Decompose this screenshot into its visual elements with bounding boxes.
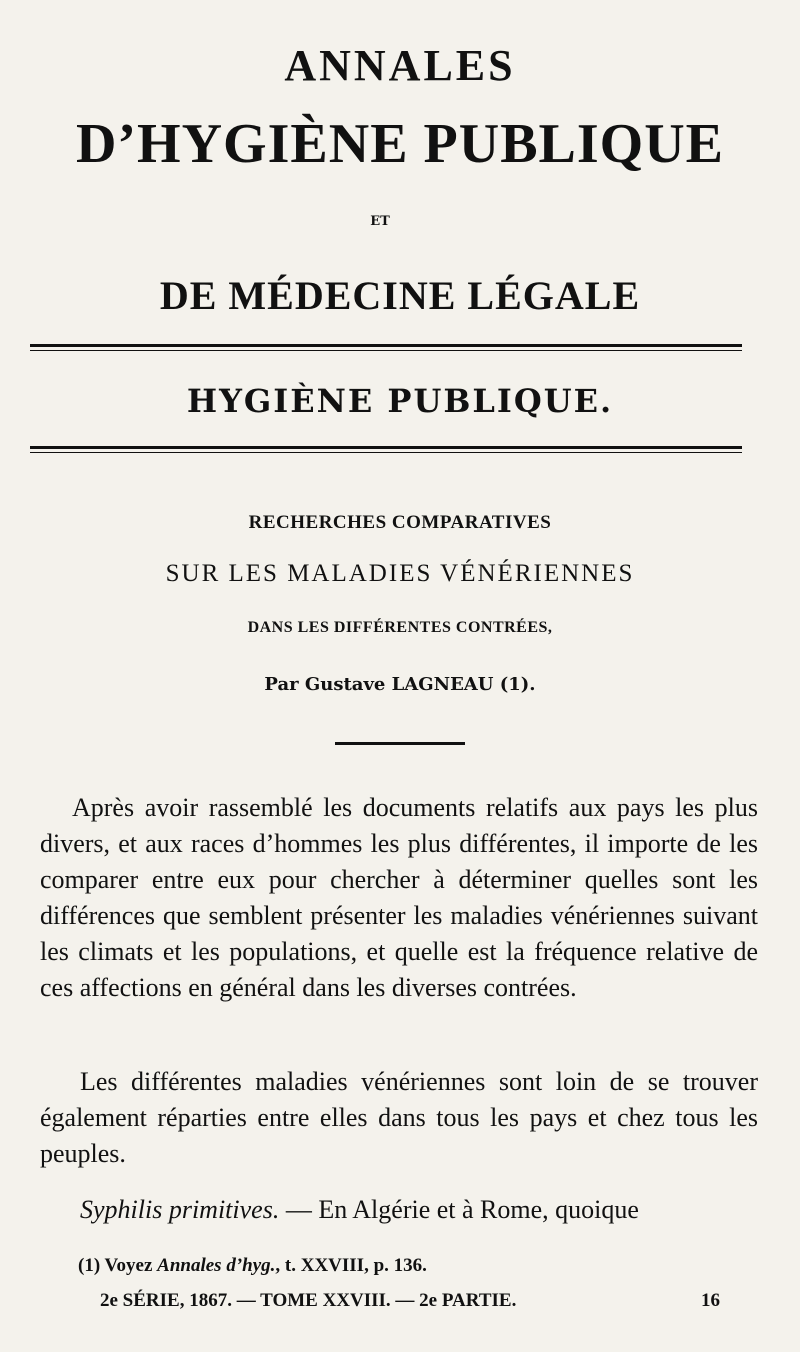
double-rule-bottom — [30, 446, 742, 453]
article-title-line1: RECHERCHES COMPARATIVES — [248, 512, 552, 533]
paragraph-3-text: — En Algérie et à Rome, quoique — [279, 1195, 639, 1224]
body-paragraph-1: Après avoir rassemblé les documents relatifs aux pays les plus divers, et aux races d’hommes les plus différentes, il importe de les comparer entre eux pour chercher à déterminer quelles sont les différences que semblent présenter les maladies vénériennes suivant les climats et les populations, et quelle est la fréquence relative de ces affections en général dans les diverses contrées. — [40, 793, 758, 1002]
body-paragraph-3 — [40, 1192, 758, 1228]
journal-title-conjunction: ET — [370, 214, 390, 229]
double-rule-top — [30, 344, 742, 351]
footnote — [78, 1255, 427, 1277]
journal-title-line3: DE MÉDECINE LÉGALE — [159, 273, 641, 318]
footer-series-info: 2e SÉRIE, 1867. — TOME XXVIII. — 2e PARTIE. — [100, 1290, 517, 1311]
section-title: HYGIÈNE PUBLIQUE. — [186, 382, 614, 420]
footnote-journal: Annales d’hyg. — [157, 1255, 276, 1276]
journal-title-line2: D’HYGIÈNE PUBLIQUE — [75, 113, 725, 175]
separator-rule — [335, 742, 465, 745]
journal-title-line1: ANNALES — [284, 41, 516, 90]
footnote-suffix: , t. XXVIII, p. 136. — [275, 1255, 427, 1276]
article-title-line2: SUR LES MALADIES VÉNÉRIENNES — [165, 560, 635, 587]
footnote-prefix: (1) Voyez — [78, 1255, 158, 1276]
article-title-line3: DANS LES DIFFÉRENTES CONTRÉES, — [247, 619, 553, 636]
page-number: 16 — [701, 1290, 720, 1311]
subheading-italic: Syphilis primitives. — [80, 1195, 280, 1224]
body-paragraph-2: Les différentes maladies vénériennes sont loin de se trouver également réparties entre elles dans tous les pays et chez tous les peuples. — [40, 1067, 758, 1168]
article-byline: Par Gustave LAGNEAU (1). — [264, 674, 536, 695]
